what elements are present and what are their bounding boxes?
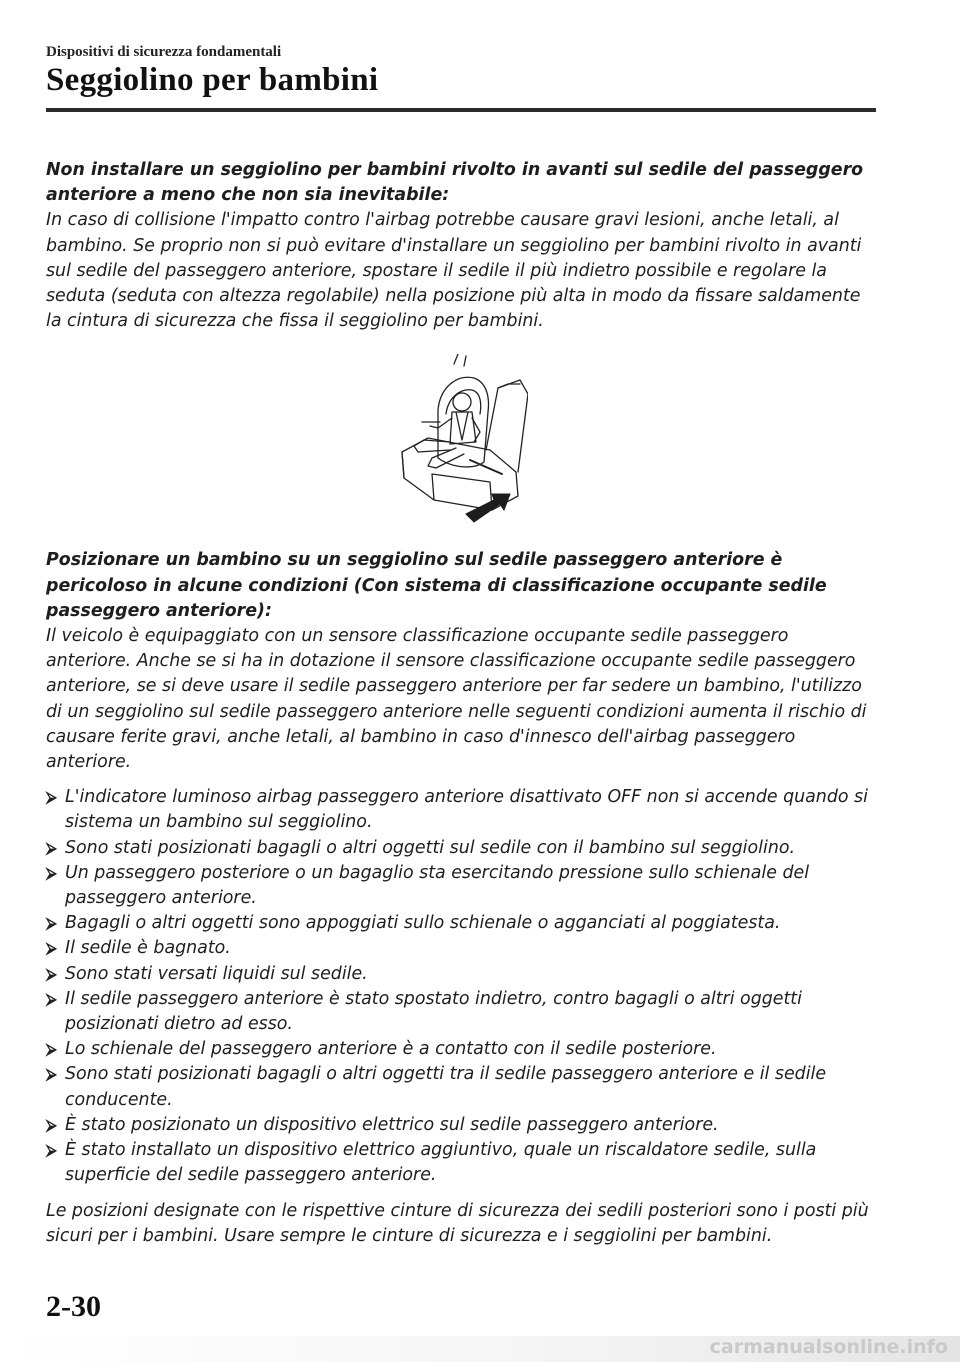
list-item-text: Il sedile passeggero anteriore è stato spostato indietro, contro bagagli o altri oggetti posizionati dietro ad esso. <box>65 988 802 1035</box>
list-item-text: Sono stati posizionati bagagli o altri oggetti sul sedile con il bambino sul seggiolino. <box>65 837 796 858</box>
list-item-text: Sono stati posizionati bagagli o altri oggetti tra il sedile passeggero anteriore e il sedile conducente. <box>65 1064 827 1110</box>
list-item <box>46 936 876 961</box>
arrow-bullet-icon: ⮚ <box>46 1141 57 1160</box>
list-item-text: Lo schienale del passeggero anteriore è a contatto con il sedile posteriore. <box>65 1039 717 1060</box>
list-item-text: Sono stati versati liquidi sul sedile. <box>65 963 368 984</box>
list-item <box>46 911 876 936</box>
document-body <box>46 158 876 1249</box>
arrow-bullet-icon: ⮚ <box>46 1040 57 1059</box>
title-divider <box>46 108 876 112</box>
list-item <box>46 1037 876 1062</box>
list-item <box>46 1062 876 1112</box>
arrow-bullet-icon: ⮚ <box>46 939 57 958</box>
page-title: Seggiolino per bambini <box>46 62 379 98</box>
warning-text-forward-facing: In caso di collisione l'impatto contro l'airbag potrebbe causare gravi lesioni, anche letali, al bambino. Se proprio non si può evitare d'installare un seggiolino per bambini rivolto in avanti sul sedile del passeggero anteriore, spostare il sedile il più indietro possibile e regolare la seduta (seduta con altezza regolabile) nella posizione più alta in modo da fissare saldamente la cintura di sicurezza che fissa il seggiolino per bambini. <box>46 210 862 332</box>
warning-heading-forward-facing: Non installare un seggiolino per bambini rivolto in avanti sul sedile del passeggero anteriore a meno che non sia inevitabile: <box>46 160 864 206</box>
forward-facing-child-seat-illustration <box>394 354 528 532</box>
warning-text-occupant-classification: Il veicolo è equipaggiato con un sensore classificazione occupante sedile passeggero anteriore. Anche se si ha in dotazione il sensore classificazione occupante sedile passeggero anteriore, se si deve usare il sedile passeggero anteriore per far sedere un bambino, l'utilizzo di un seggiolino sul sedile passeggero anteriore nelle seguenti condizioni aumenta il rischio di causare ferite gravi, anche letali, al bambino in caso d'innesco dell'airbag passeggero anteriore. <box>46 626 867 773</box>
arrow-bullet-icon: ⮚ <box>46 989 57 1008</box>
list-item <box>46 1113 876 1138</box>
condition-list <box>46 785 876 1188</box>
list-item <box>46 785 876 835</box>
list-item-text: Un passeggero posteriore o un bagaglio sta esercitando pressione sullo schienale del passeggero anteriore. <box>65 862 810 909</box>
list-item-text: L'indicatore luminoso airbag passeggero anteriore disattivato OFF non si accende quando si sistema un bambino sul seggiolino. <box>65 787 868 833</box>
warning-heading-occupant-classification: Posizionare un bambino su un seggiolino sul sedile passeggero anteriore è pericoloso in alcune condizioni (Con sistema di classificazione occupante sedile passeggero anteriore): <box>46 550 827 621</box>
arrow-bullet-icon: ⮚ <box>46 1065 57 1084</box>
list-item <box>46 1138 876 1188</box>
arrow-bullet-icon: ⮚ <box>46 863 57 882</box>
arrow-bullet-icon: ⮚ <box>46 914 57 933</box>
arrow-bullet-icon: ⮚ <box>46 1115 57 1134</box>
list-item-text: Il sedile è bagnato. <box>65 938 231 959</box>
list-item <box>46 836 876 861</box>
closing-paragraph: Le posizioni designate con le rispettive cinture di sicurezza dei sedili posteriori sono i posti più sicuri per i bambini. Usare sempre le cinture di sicurezza e i seggiolini per bambini. <box>46 1200 869 1246</box>
child-seat-figure <box>46 354 876 532</box>
list-item-text: È stato posizionato un dispositivo elettrico sul sedile passeggero anteriore. <box>65 1114 719 1135</box>
arrow-bullet-icon: ⮚ <box>46 788 57 807</box>
list-item <box>46 987 876 1037</box>
list-item <box>46 861 876 911</box>
list-item-text: Bagagli o altri oggetti sono appoggiati sullo schienale o agganciati al poggiatesta. <box>65 913 781 934</box>
section-label: Dispositivi di sicurezza fondamentali <box>46 44 282 60</box>
page-number: 2-30 <box>46 1290 101 1323</box>
arrow-bullet-icon: ⮚ <box>46 838 57 857</box>
watermark: carmanualsonline.info <box>709 1336 948 1358</box>
list-item-text: È stato installato un dispositivo elettrico aggiuntivo, quale un riscaldatore sedile, sulla superficie del sedile passeggero anteriore. <box>65 1140 817 1186</box>
list-item <box>46 962 876 987</box>
arrow-bullet-icon: ⮚ <box>46 964 57 983</box>
